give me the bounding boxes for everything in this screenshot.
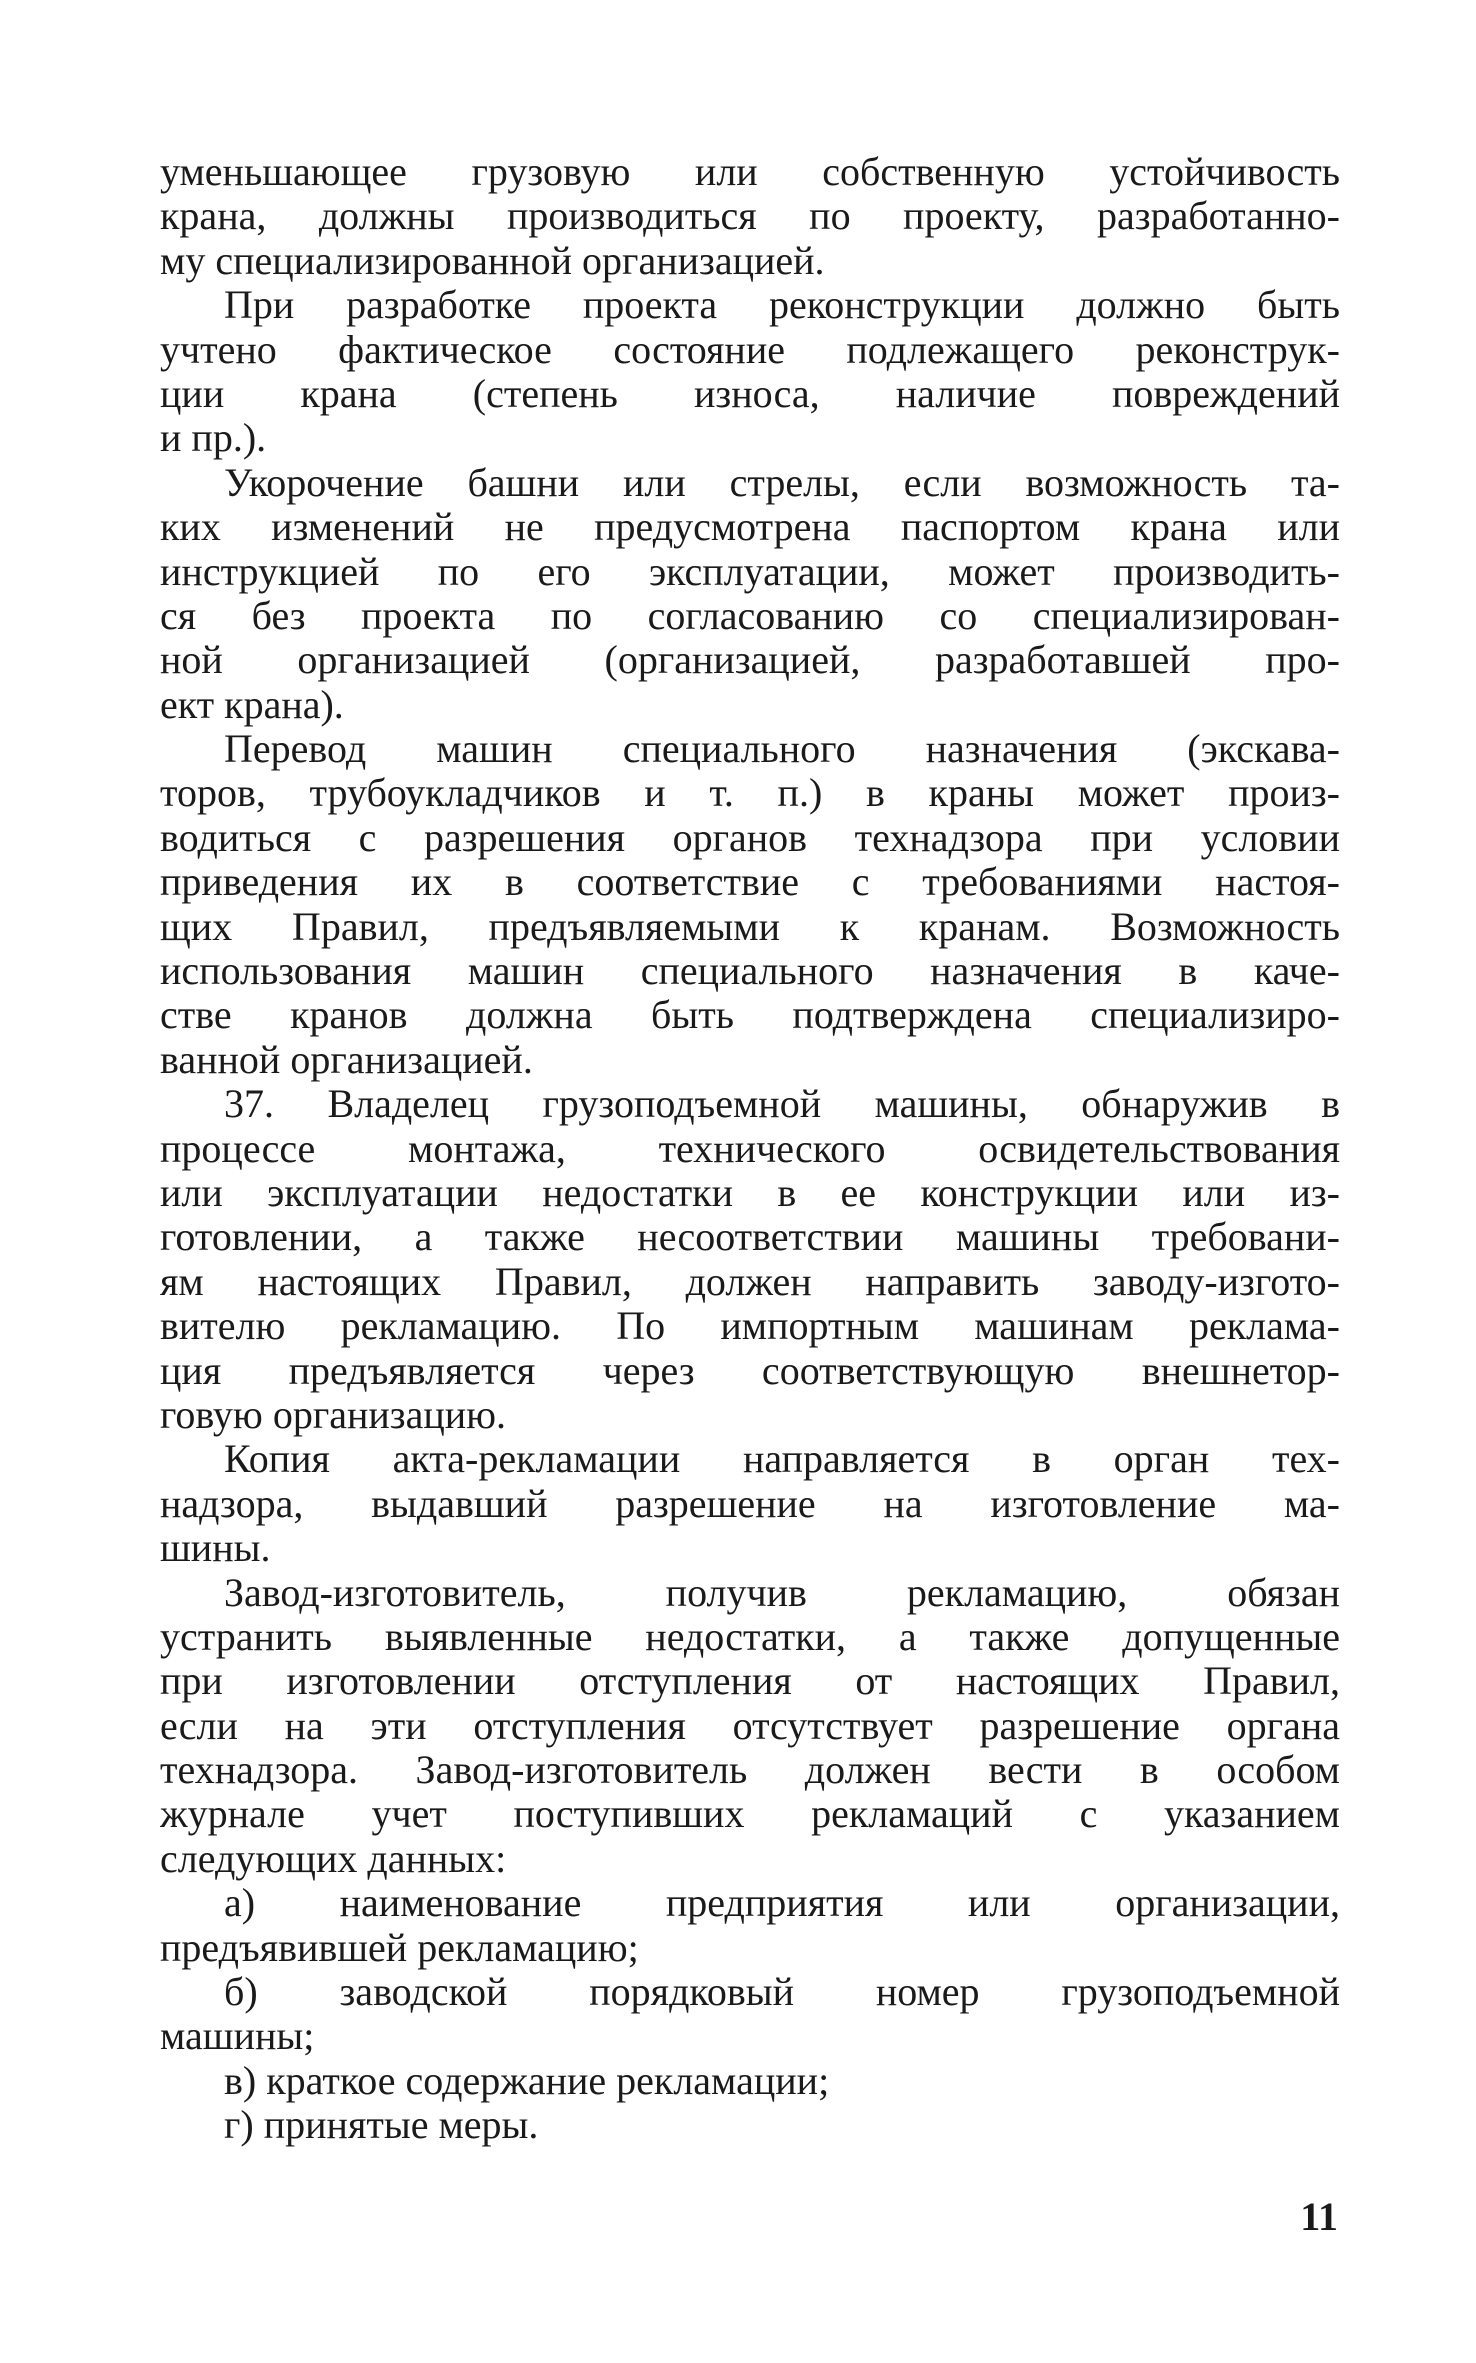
- text-line: Копия акта-рекламации направляется в орган тех-: [224, 1437, 1340, 1482]
- text-line: использования машин специального назначения в каче-: [160, 949, 1340, 994]
- text-line: инструкцией по его эксплуатации, может производить-: [160, 549, 1340, 594]
- page-text: [160, 150, 1340, 2148]
- text-line: ция предъявляется через соответствующую внешнетор-: [160, 1348, 1340, 1393]
- text-line: надзора, выдавший разрешение на изготовление ма-: [160, 1481, 1340, 1526]
- list-item-g: г) принятые меры.: [224, 2103, 539, 2148]
- list-item-v: в) краткое содержание рекламации;: [224, 2058, 830, 2103]
- text-line: ся без проекта по согласованию со специализирован-: [160, 593, 1340, 638]
- text-line: и пр.).: [160, 416, 267, 461]
- list-item-a: а) наименование предприятия или организации,: [224, 1881, 1340, 1926]
- text-line: при изготовлении отступления от настоящих Правил,: [160, 1659, 1340, 1704]
- text-line: журнале учет поступивших рекламаций с указанием: [160, 1792, 1340, 1837]
- text-line: При разработке проекта реконструкции должно быть: [224, 283, 1340, 328]
- text-line: уменьшающее грузовую или собственную устойчивость: [160, 150, 1340, 194]
- text-line: устранить выявленные недостатки, а также допущенные: [160, 1614, 1340, 1659]
- text-line: Завод-изготовитель, получив рекламацию, обязан: [224, 1570, 1340, 1615]
- text-line: ной организацией (организацией, разработавшей про-: [160, 638, 1340, 683]
- text-line: следующих данных:: [160, 1836, 507, 1881]
- text-line: ект крана).: [160, 682, 344, 727]
- text-line: готовлении, а также несоответствии машины требовани-: [160, 1215, 1340, 1260]
- text-line: технадзора. Завод-изготовитель должен вести в особом: [160, 1748, 1340, 1793]
- text-line: процессе монтажа, технического освидетельствования: [160, 1126, 1340, 1171]
- text-line: или эксплуатации недостатки в ее конструкции или из-: [160, 1170, 1340, 1215]
- text-line: водиться с разрешения органов технадзора при условии: [160, 815, 1340, 860]
- text-line: шины.: [160, 1526, 271, 1571]
- text-line: ции крана (степень износа, наличие повреждений: [160, 371, 1340, 416]
- text-line: приведения их в соответствие с требованиями настоя-: [160, 860, 1340, 905]
- list-item-b: б) заводской порядковый номер грузоподъемной: [224, 1970, 1340, 2015]
- text-line: стве кранов должна быть подтверждена специализиро-: [160, 993, 1340, 1038]
- text-line: му специализированной организацией.: [160, 238, 825, 283]
- text-line: учтено фактическое состояние подлежащего реконструк-: [160, 327, 1340, 372]
- text-line: ванной организацией.: [160, 1037, 533, 1082]
- text-line: говую организацию.: [160, 1392, 507, 1437]
- text-line: Перевод машин специального назначения (экскава-: [224, 727, 1340, 772]
- text-line: крана, должны производиться по проекту, разработанно-: [160, 194, 1340, 239]
- text-line: ям настоящих Правил, должен направить заводу-изгото-: [160, 1259, 1340, 1304]
- text-line: Укорочение башни или стрелы, если возможность та-: [224, 460, 1340, 505]
- text-line: если на эти отступления отсутствует разрешение органа: [160, 1703, 1340, 1748]
- text-line: машины;: [160, 2014, 315, 2059]
- text-line: ких изменений не предусмотрена паспортом крана или: [160, 505, 1340, 550]
- page-number: 11: [1300, 2194, 1338, 2239]
- text-line: торов, трубоукладчиков и т. п.) в краны может произ-: [160, 771, 1340, 816]
- text-line: вителю рекламацию. По импортным машинам реклама-: [160, 1304, 1340, 1349]
- text-line: щих Правил, предъявляемыми к кранам. Возможность: [160, 904, 1340, 949]
- text-line: 37. Владелец грузоподъемной машины, обнаружив в: [224, 1082, 1340, 1127]
- text-line: предъявившей рекламацию;: [160, 1925, 639, 1970]
